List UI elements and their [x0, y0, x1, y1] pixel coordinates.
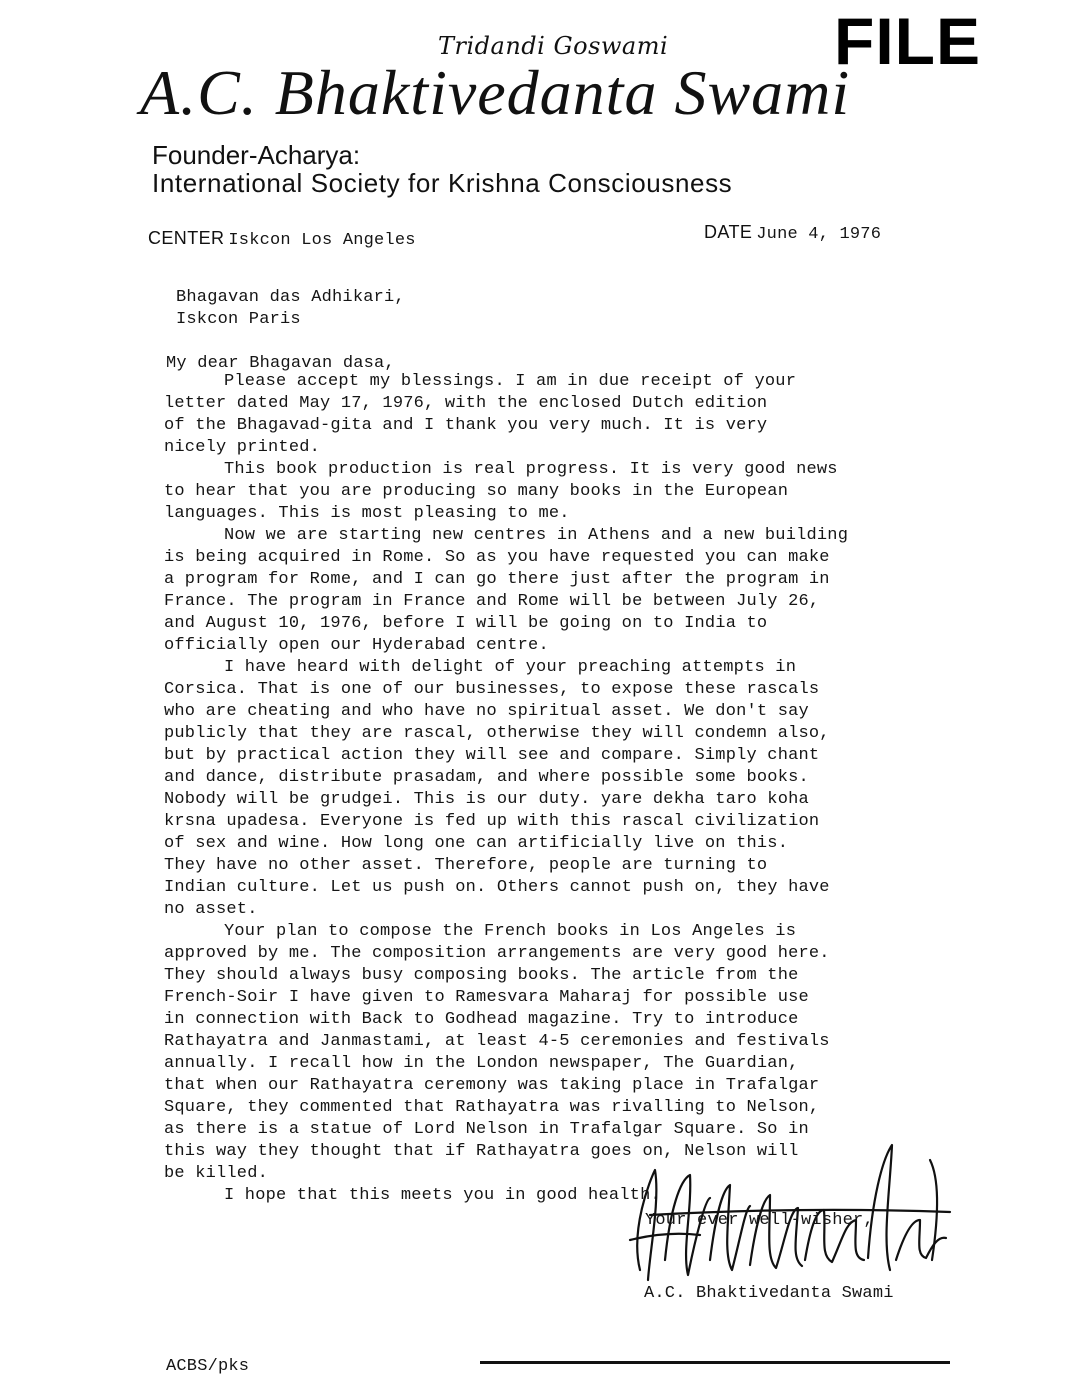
letterhead-name: A.C. Bhaktivedanta Swami [140, 57, 851, 128]
body-line: I hope that this meets you in good health. [224, 1186, 661, 1205]
body-line: is being acquired in Rome. So as you have requested you can make [164, 548, 830, 567]
body-line: They should always busy composing books. The article from the [164, 966, 799, 985]
founder-title: Founder-Acharya: [152, 140, 361, 170]
body-line: to hear that you are producing so many books in the European [164, 482, 789, 501]
body-line: annually. I recall how in the London newspaper, The Guardian, [164, 1054, 799, 1073]
body-line: that when our Rathayatra ceremony was taking place in Trafalgar [164, 1076, 820, 1095]
recipient-location: Iskcon Paris [176, 310, 301, 329]
body-line: Rathayatra and Janmastami, at least 4-5 ceremonies and festivals [164, 1032, 830, 1051]
body-line: of the Bhagavad-gita and I thank you very much. It is very [164, 416, 768, 435]
body-line: officially open our Hyderabad centre. [164, 636, 549, 655]
salutation: My dear Bhagavan dasa, [166, 354, 395, 373]
typist-initials: ACBS/pks [166, 1357, 250, 1376]
body-line: this way they thought that if Rathayatra goes on, Nelson will [164, 1142, 799, 1161]
body-line: I have heard with delight of your preaching attempts in [224, 658, 797, 677]
body-line: Nobody will be grudgei. This is our duty. yare dekha taro koha [164, 790, 809, 809]
center-line [148, 228, 416, 250]
body-line: of sex and wine. How long one can artificially live on this. [164, 834, 789, 853]
body-line: Your plan to compose the French books in Los Angeles is [224, 922, 797, 941]
body-line: French-Soir I have given to Ramesvara Maharaj for possible use [164, 988, 809, 1007]
body-line: approved by me. The composition arrangements are very good here. [164, 944, 830, 963]
signer-name: A.C. Bhaktivedanta Swami [644, 1284, 894, 1303]
body-line: publicly that they are rascal, otherwise they will condemn also, [164, 724, 830, 743]
date-label: DATE [704, 222, 753, 242]
body-line: but by practical action they will see and compare. Simply chant [164, 746, 820, 765]
body-line: Indian culture. Let us push on. Others cannot push on, they have [164, 878, 830, 897]
body-line: a program for Rome, and I can go there just after the program in [164, 570, 830, 589]
body-line: krsna upadesa. Everyone is fed up with this rascal civilization [164, 812, 820, 831]
body-line: letter dated May 17, 1976, with the enclosed Dutch edition [164, 394, 768, 413]
body-line: and August 10, 1976, before I will be going on to India to [164, 614, 768, 633]
body-line: as there is a statue of Lord Nelson in Trafalgar Square. So in [164, 1120, 809, 1139]
body-line: languages. This is most pleasing to me. [164, 504, 570, 523]
body-line: They have no other asset. Therefore, people are turning to [164, 856, 768, 875]
body-line: who are cheating and who have no spiritual asset. We don't say [164, 702, 809, 721]
tridandi-title: Tridandi Goswami [438, 32, 669, 60]
society-name: International Society for Krishna Consciousness [152, 168, 733, 198]
body-line: France. The program in France and Rome will be between July 26, [164, 592, 820, 611]
body-line: no asset. [164, 900, 258, 919]
center-label: CENTER [148, 228, 225, 248]
body-line: be killed. [164, 1164, 269, 1183]
center-value: Iskcon Los Angeles [228, 231, 416, 250]
recipient-name: Bhagavan das Adhikari, [176, 288, 405, 307]
body-line: and dance, distribute prasadam, and where possible some books. [164, 768, 809, 787]
file-stamp: FILE [834, 4, 981, 78]
signature-rule [480, 1361, 950, 1364]
body-line: Square, they commented that Rathayatra was rivalling to Nelson, [164, 1098, 820, 1117]
body-line: Please accept my blessings. I am in due receipt of your [224, 372, 797, 391]
body-line: nicely printed. [164, 438, 321, 457]
body-line: Now we are starting new centres in Athens and a new building [224, 526, 849, 545]
date-value: June 4, 1976 [756, 225, 882, 244]
body-line: Corsica. That is one of our businesses, to expose these rascals [164, 680, 820, 699]
body-line: This book production is real progress. It is very good news [224, 460, 838, 479]
closing: Your ever well-wisher, [645, 1211, 874, 1230]
date-line [704, 222, 881, 244]
body-line: in connection with Back to Godhead magazine. Try to introduce [164, 1010, 799, 1029]
